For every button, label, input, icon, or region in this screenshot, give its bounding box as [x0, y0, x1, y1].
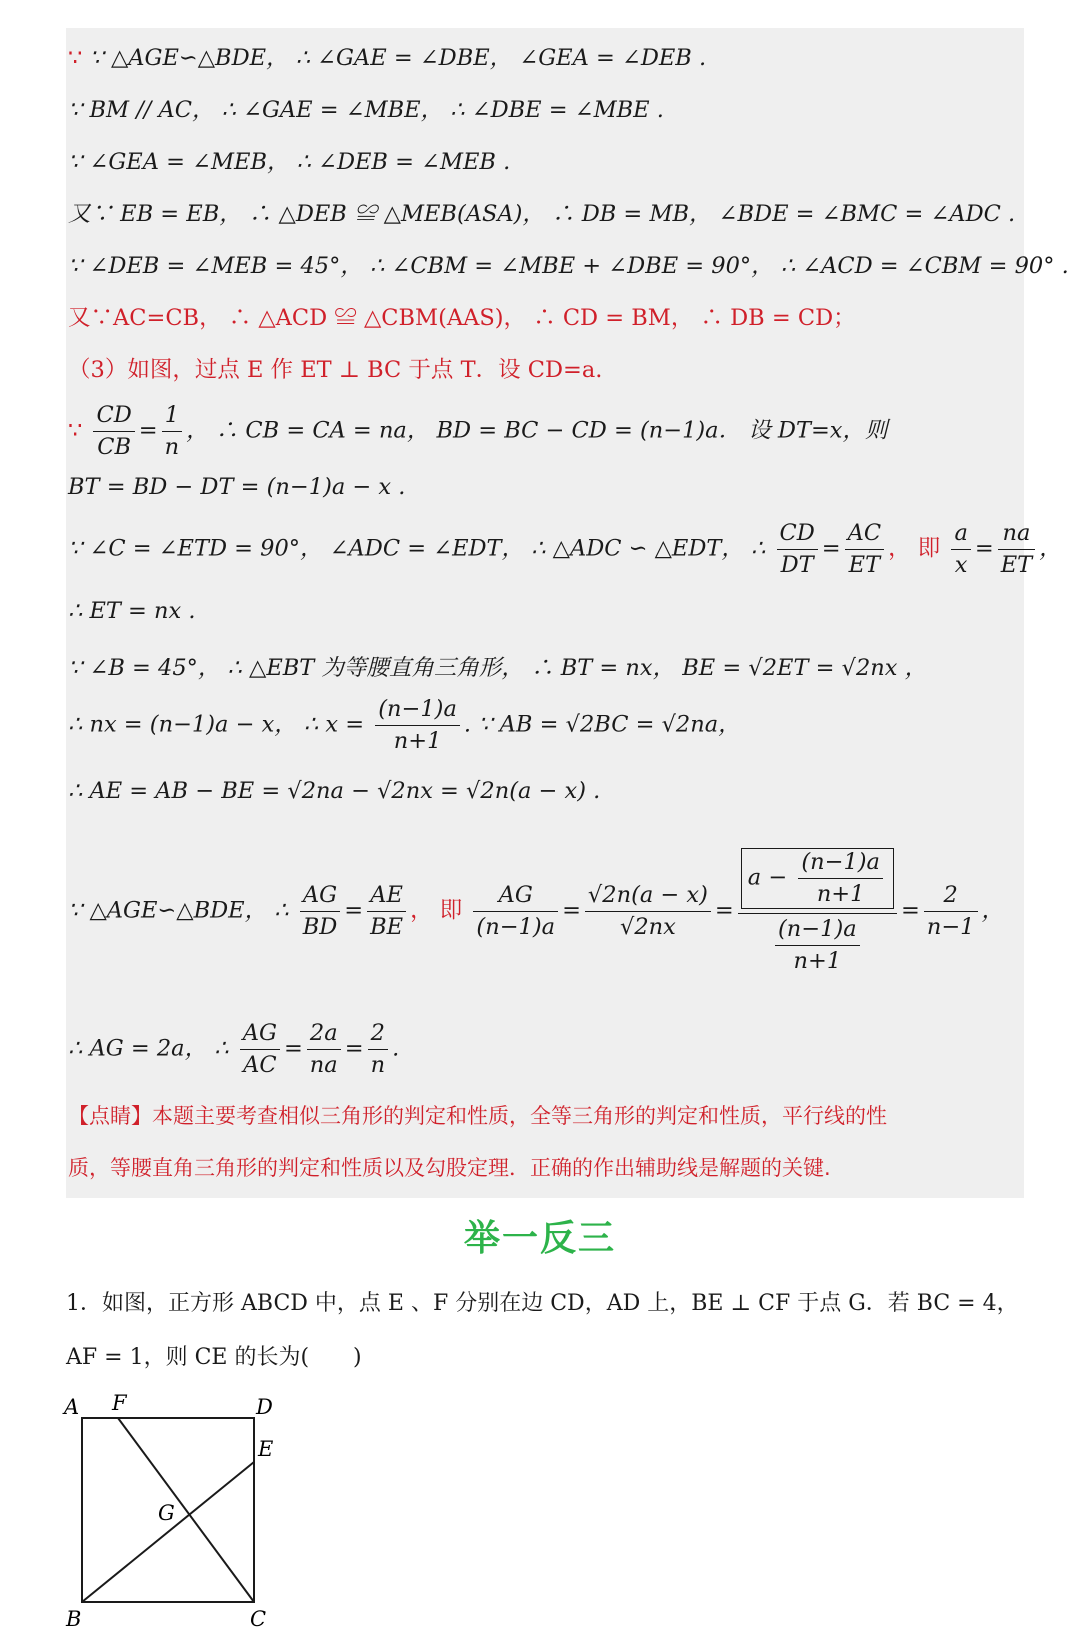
denominator: √2nx	[619, 914, 676, 940]
fraction-cd-dt	[777, 520, 818, 579]
key-point-line-2: 质，等腰直角三角形的判定和性质以及勾股定理．正确的作出辅助线是解题的关键.	[68, 1156, 831, 1180]
fraction-na-et	[998, 520, 1035, 579]
denominator: n	[370, 1052, 386, 1078]
numerator: AC	[845, 520, 884, 550]
line-text: ∵ △AGE∽△BDE， ∴ ∠GAE = ∠DBE， ∠GEA = ∠DEB .	[89, 45, 707, 71]
numerator: 2	[368, 1020, 389, 1050]
solution-line-10: ∵ ∠C = ∠ETD = 90°， ∠ADC = ∠EDT， ∴ △ADC ∽ △EDT， ∴ $\frac{CD}{DT}$ = $\frac{AC}{ET}$ ， 即 $\frac{a}{x}$ = $\frac{na}{ET}$ ，	[68, 520, 1062, 578]
solution-line-5	[68, 248, 1069, 280]
denominator: ET	[1000, 552, 1033, 578]
denominator: x	[954, 552, 968, 578]
line-text: ， ∴ CB = CA = na， BD = BC − CD = (n−1)a． 设 DT=x，则	[186, 417, 888, 444]
key-point-line-1: 【点睛】本题主要考查相似三角形的判定和性质，全等三角形的判定和性质，平行线的性	[68, 1104, 887, 1128]
fraction-x-value	[375, 696, 460, 755]
line-text: ∴ nx = (n−1)a − x， ∴ x =	[68, 711, 365, 738]
fraction-cd-cb	[93, 402, 134, 461]
numerator: 2a	[307, 1020, 341, 1050]
numerator: 2	[924, 882, 978, 912]
solution-line-7	[68, 352, 602, 384]
line-text: ∵ BM // AC， ∴ ∠GAE = ∠MBE， ∴ ∠DBE = ∠MBE .	[68, 97, 664, 123]
denominator: DT	[780, 552, 814, 578]
label-e: E	[258, 1437, 274, 1461]
solution-line-8: ∵ $\frac{CD}{CB}$ = $\frac{1}{n}$ ， ∴ CB = CA = na， BD = BC − CD = (n−1)a． 设 DT=x，则	[68, 402, 888, 460]
square-figure	[60, 1380, 290, 1630]
line-text: （3）如图，过点 E 作 ET ⊥ BC 于点 T．设 CD=a.	[68, 357, 603, 383]
denominator: (n−1)a	[476, 914, 556, 940]
label-b: B	[66, 1607, 82, 1630]
solution-line-12	[68, 650, 927, 682]
fraction-two-nm1	[924, 882, 978, 941]
line-text: ∵ ∠B = 45°， ∴ △EBT 为等腰直角三角形， ∴ BT = nx， BE = √2ET = √2nx ，	[68, 655, 928, 681]
numerator: 1	[162, 402, 183, 432]
numerator: (n−1)a	[775, 916, 860, 946]
numerator: AG	[473, 882, 558, 912]
label-c: C	[250, 1607, 267, 1630]
denominator: n+1	[393, 728, 442, 754]
denominator: n+1	[793, 948, 842, 974]
line-text: ∴ AE = AB − BE = √2na − √2nx = √2n(a − x) .	[68, 778, 601, 804]
solution-line-2	[68, 92, 664, 124]
label-f: F	[112, 1391, 127, 1415]
because-symbol: ∵	[68, 417, 83, 444]
line-text: BT = BD − DT = (n−1)a − x .	[68, 474, 406, 500]
denominator: AC	[243, 1052, 277, 1078]
solution-line-11	[68, 598, 196, 624]
line-text: ∵ △AGE∽△BDE， ∴	[68, 897, 289, 924]
solution-line-4	[68, 196, 1015, 228]
line-text: ∵ ∠C = ∠ETD = 90°， ∠ADC = ∠EDT， ∴ △ADC ∽ △EDT， ∴	[68, 535, 766, 562]
solution-line-15: ∵ △AGE∽△BDE， ∴ $\frac{AG}{BD}$ = $\frac{AE}{BE}$ ， 即 $\frac{AG}{(n-1)a}$ = $\frac{√2n(a - x)}{√2nx}$ = a − $\frac{(n-1)a}{n+1}$ $\frac{(n-1)a}{n+1}$ = $\frac{2}{n-1}$ ，	[68, 849, 1005, 974]
denominator: ET	[848, 552, 881, 578]
line-text: ∴ AG = 2a， ∴	[68, 1035, 229, 1062]
section-heading: 举一反三	[463, 1218, 616, 1259]
fraction-compound	[738, 848, 897, 975]
question-line-2: AF = 1，则 CE 的长为( )	[66, 1345, 362, 1370]
denominator: n−1	[926, 914, 975, 940]
fraction-ae-be	[367, 882, 406, 941]
denominator: BD	[302, 914, 338, 940]
segment-be	[82, 1462, 254, 1602]
numerator: AE	[367, 882, 406, 912]
numerator: na	[998, 520, 1035, 550]
solution-line-13	[68, 696, 741, 755]
fraction-a-x	[951, 520, 970, 579]
fraction-2a-na	[307, 1020, 341, 1079]
denominator: na	[309, 1052, 338, 1078]
solution-line-14	[68, 778, 600, 804]
line-text: 又∵ EB = EB， ∴ △DEB ≌ △MEB(ASA)， ∴ DB = MB， ∠BDE = ∠BMC = ∠ADC .	[68, 201, 1016, 227]
denominator: BE	[370, 914, 404, 940]
numerator: √2n(a − x)	[585, 882, 711, 912]
fraction-ag-ac	[240, 1020, 280, 1079]
fraction-one-n	[162, 402, 183, 461]
compound-term: a −	[747, 864, 788, 891]
fraction-2-n	[368, 1020, 389, 1079]
numerator: a	[951, 520, 970, 550]
label-g: G	[158, 1501, 175, 1525]
numerator: CD	[93, 402, 134, 432]
solution-line-3	[68, 144, 510, 176]
denominator: n	[164, 434, 180, 460]
solution-line-16: ∴ AG = 2a， ∴ $\frac{AG}{AC}$ = $\frac{2a}{na}$ = $\frac{2}{n}$ .	[68, 1020, 400, 1078]
fraction-ac-et	[845, 520, 884, 579]
fraction-root-ax	[585, 882, 711, 941]
fraction-ag-nm1a	[473, 882, 558, 941]
numerator: AG	[300, 882, 341, 912]
fraction-ag-bd	[300, 882, 341, 941]
line-text: ∵ ∠GEA = ∠MEB， ∴ ∠DEB = ∠MEB .	[68, 149, 511, 175]
line-text: ， 即	[410, 897, 463, 924]
line-text: . ∵ AB = √2BC = √2na，	[463, 711, 741, 738]
line-text: ∴ ET = nx .	[68, 598, 196, 624]
segment-cf	[118, 1418, 254, 1602]
solution-line-9	[68, 474, 405, 500]
denominator: CB	[97, 434, 131, 460]
numerator: CD	[777, 520, 818, 550]
line-text: ∵ ∠DEB = ∠MEB = 45°， ∴ ∠CBM = ∠MBE + ∠DBE = 90°， ∴ ∠ACD = ∠CBM = 90° .	[68, 253, 1069, 279]
question-line-1: 1．如图，正方形 ABCD 中，点 E 、F 分别在边 CD，AD 上，BE ⊥ CF 于点 G．若 BC = 4，	[66, 1291, 1019, 1316]
line-text: ， 即	[888, 535, 941, 562]
fraction-inner-bottom	[775, 916, 860, 975]
numerator: (n−1)a	[375, 696, 460, 726]
line-text: 又∵AC=CB， ∴ △ACD ≌ △CBM(AAS)， ∴ CD = BM， ∴ DB = CD；	[68, 305, 856, 331]
solution-line-6	[68, 300, 856, 332]
numerator: AG	[240, 1020, 280, 1050]
solution-line-1: ∵ ∵ △AGE∽△BDE， ∴ ∠GAE = ∠DBE， ∠GEA = ∠DEB .	[68, 45, 707, 71]
label-a: A	[64, 1395, 80, 1419]
label-d: D	[256, 1395, 273, 1419]
fraction-inner-top	[798, 849, 883, 908]
denominator: n+1	[816, 881, 865, 907]
numerator: (n−1)a	[798, 849, 883, 879]
